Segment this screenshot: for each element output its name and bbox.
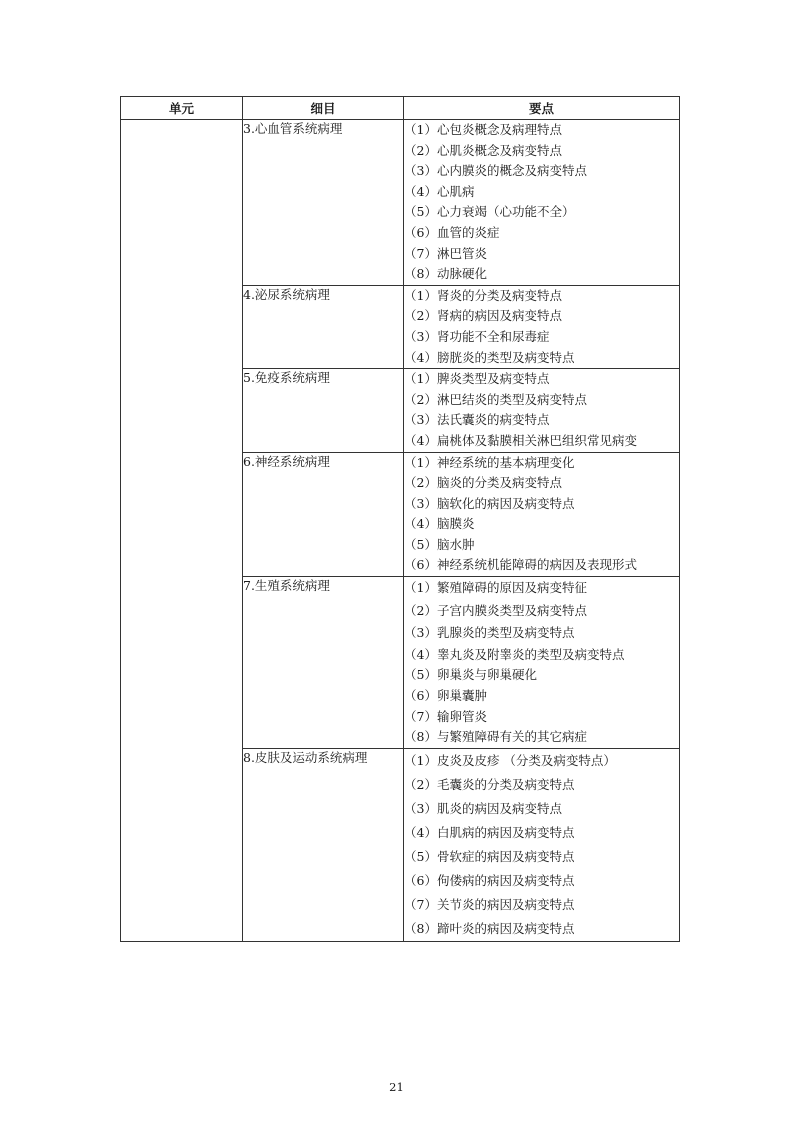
point-item: （6）血管的炎症	[404, 224, 500, 240]
point-item: （4）心肌病	[404, 183, 475, 199]
point-item: （1）脾炎类型及病变特点	[404, 371, 550, 387]
points-cell	[404, 120, 680, 286]
header-row	[121, 97, 680, 120]
syllabus-table	[120, 96, 680, 942]
point-item: （5）骨软症的病因及病变特点	[404, 848, 575, 864]
sub-title: 8.皮肤及运动系统病理	[243, 749, 368, 765]
point-item: （1）繁殖障碍的原因及病变特征	[404, 580, 587, 596]
sub-cell	[243, 120, 404, 286]
point-item: （2）子宫内膜炎类型及病变特点	[404, 602, 587, 618]
point-item: （3）肾功能不全和尿毒症	[404, 328, 550, 344]
point-item: （2）脑炎的分类及病变特点	[404, 475, 562, 491]
sub-title: 4.泌尿系统病理	[243, 286, 330, 302]
sub-cell	[243, 748, 404, 941]
point-item: （6）神经系统机能障碍的病因及表现形式	[404, 557, 637, 573]
point-item: （4）脑膜炎	[404, 516, 475, 532]
points-cell	[404, 369, 680, 452]
points-cell	[404, 285, 680, 368]
page-number: 21	[389, 1080, 404, 1094]
section-row-cardiovascular	[121, 120, 680, 286]
point-item: （4）膀胱炎的类型及病变特点	[404, 349, 575, 365]
point-item: （8）与繁殖障碍有关的其它病症	[404, 729, 587, 745]
sub-cell	[243, 577, 404, 749]
point-item: （7）输卵管炎	[404, 708, 487, 724]
point-item: （2）肾病的病因及病变特点	[404, 308, 562, 324]
point-item: （4）扁桃体及黏膜相关淋巴组织常见病变	[404, 432, 637, 448]
unit-cell	[121, 120, 243, 942]
point-item: （3）肌炎的病因及病变特点	[404, 800, 562, 816]
point-item: （1）心包炎概念及病理特点	[404, 122, 562, 137]
point-item: （1）皮炎及皮疹 （分类及病变特点）	[404, 752, 616, 768]
point-item: （3）法氏囊炎的病变特点	[404, 412, 550, 428]
points-cell	[404, 577, 680, 749]
point-item: （1）肾炎的分类及病变特点	[404, 287, 562, 303]
point-item: （8）蹄叶炎的病因及病变特点	[404, 920, 575, 936]
sub-title: 3.心血管系统病理	[243, 121, 343, 136]
points-cell	[404, 748, 680, 941]
point-item: （7）关节炎的病因及病变特点	[404, 896, 575, 912]
point-item: （5）卵巢炎与卵巢硬化	[404, 667, 537, 683]
point-item: （2）淋巴结炎的类型及病变特点	[404, 391, 587, 407]
sub-cell	[243, 452, 404, 577]
point-item: （8）动脉硬化	[404, 266, 487, 282]
header-sub: 细目	[243, 97, 404, 120]
point-item: （2）毛囊炎的分类及病变特点	[404, 776, 575, 792]
header-unit: 单元	[121, 97, 243, 120]
point-item: （5）脑水肿	[404, 536, 475, 552]
point-item: （7）淋巴管炎	[404, 245, 487, 261]
point-item: （3）脑软化的病因及病变特点	[404, 495, 575, 511]
sub-title: 6.神经系统病理	[243, 453, 330, 469]
points-cell	[404, 452, 680, 577]
point-item: （4）睾丸炎及附睾炎的类型及病变特点	[404, 646, 625, 662]
sub-cell	[243, 285, 404, 368]
sub-cell	[243, 369, 404, 452]
sub-title: 7.生殖系统病理	[243, 578, 330, 594]
point-item: （1）神经系统的基本病理变化	[404, 454, 575, 470]
point-item: （5）心力衰竭（心功能不全）	[404, 204, 575, 220]
point-item: （4）白肌病的病因及病变特点	[404, 824, 575, 840]
point-item: （3）心内膜炎的概念及病变特点	[404, 163, 587, 179]
point-item: （6）佝偻病的病因及病变特点	[404, 872, 575, 888]
header-points: 要点	[404, 97, 680, 120]
sub-title: 5.免疫系统病理	[243, 370, 330, 386]
point-item: （3）乳腺炎的类型及病变特点	[404, 625, 575, 641]
point-item: （2）心肌炎概念及病变特点	[404, 142, 562, 158]
point-item: （6）卵巢囊肿	[404, 688, 487, 704]
